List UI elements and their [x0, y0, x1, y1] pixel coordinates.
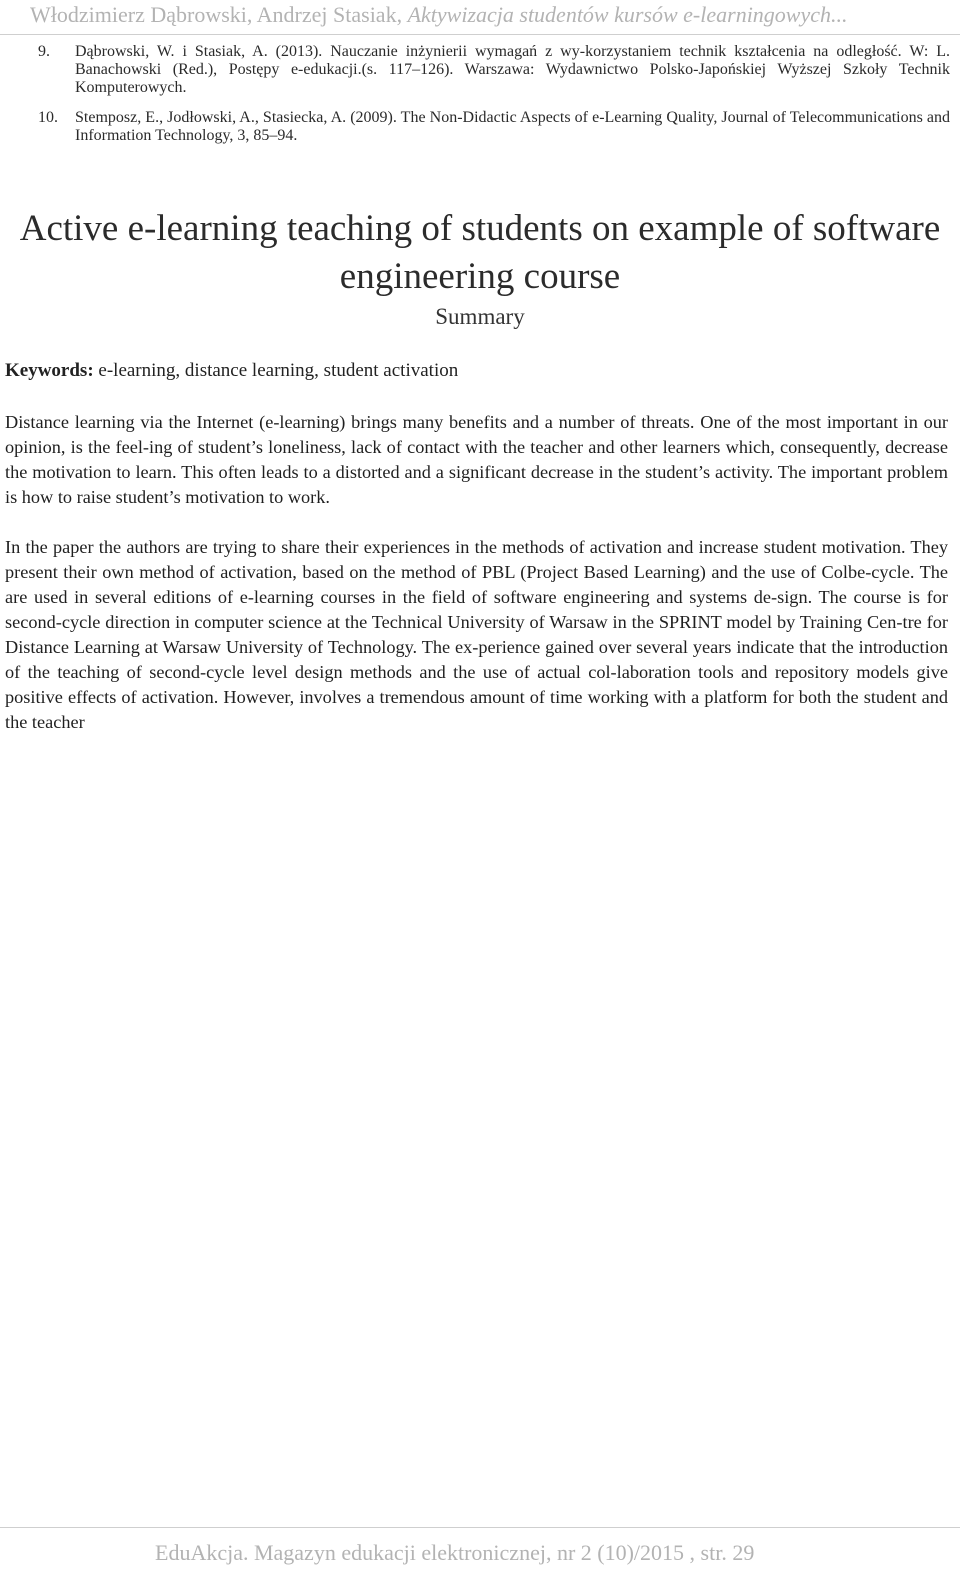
reference-number: 9. [38, 43, 50, 60]
keywords-values: e-learning, distance learning, student activation [93, 360, 459, 381]
footer-divider [0, 1527, 960, 1528]
header-authors: Włodzimierz Dąbrowski, Andrzej Stasiak, [30, 2, 408, 27]
reference-number: 10. [38, 109, 58, 126]
summary-paragraph: In the paper the authors are trying to share their experiences in the methods of activation and increase student motivation. They present their own method of activation, based on the method of PBL (Project Based Learning) and the use of Colbe-cycle. The are used in several editions of e-learning courses in the field of software engineering and systems de-sign. The course is for second-cycle direction in computer science at the Technical University of Warsaw in the SPRINT model by Training Cen-tre for Distance Learning at Warsaw University of Technology. The ex-perience gained over several years indicate that the introduction of the teaching of second-cycle level design methods and the use of actual col-laboration tools and repository models give positive effects of activation. However, involves a tremendous amount of time working with a platform for both the student and the teacher [5, 537, 948, 732]
reference-item [38, 109, 950, 145]
running-footer: EduAkcja. Magazyn edukacji elektronicznej, nr 2 (10)/2015 , str. 29 [155, 1540, 755, 1565]
keywords-line [5, 360, 945, 382]
running-header [30, 2, 955, 28]
summary-paragraph: Distance learning via the Internet (e-learning) brings many benefits and a number of threats. One of the most important in our opinion, is the feel-ing of student’s loneliness, lack of contact with the teacher and other learners which, consequently, decrease the motivation to learn. This often leads to a distorted and a significant decrease in the student’s activity. The important problem is how to raise student’s motivation to work. [5, 412, 948, 507]
keywords-label: Keywords: [5, 360, 94, 381]
article-title: Active e-learning teaching of students on example of software engineering course [19, 208, 941, 297]
reference-text: Dąbrowski, W. i Stasiak, A. (2013). Nauczanie inżynierii wymagań z wy-korzystaniem technik kształcenia na odległość. W: L. Banachowski (Red.), Postępy e-edukacji.(s. 117–126). Warszawa: Wydawnictwo Polsko-Japońskiej Wyższej Szkoły Technik Komputerowych. [75, 43, 950, 96]
header-title: Aktywizacja studentów kursów e-learningowych... [407, 2, 848, 27]
summary-body [5, 410, 948, 760]
reference-text: Stemposz, E., Jodłowski, A., Stasiecka, A. (2009). The Non-Didactic Aspects of e-Learning Quality, Journal of Telecommunications and Information Technology, 3, 85–94. [75, 109, 950, 144]
reference-item [38, 43, 950, 97]
article-subtitle: Summary [435, 304, 525, 329]
header-divider [0, 34, 960, 35]
reference-list [38, 43, 950, 157]
